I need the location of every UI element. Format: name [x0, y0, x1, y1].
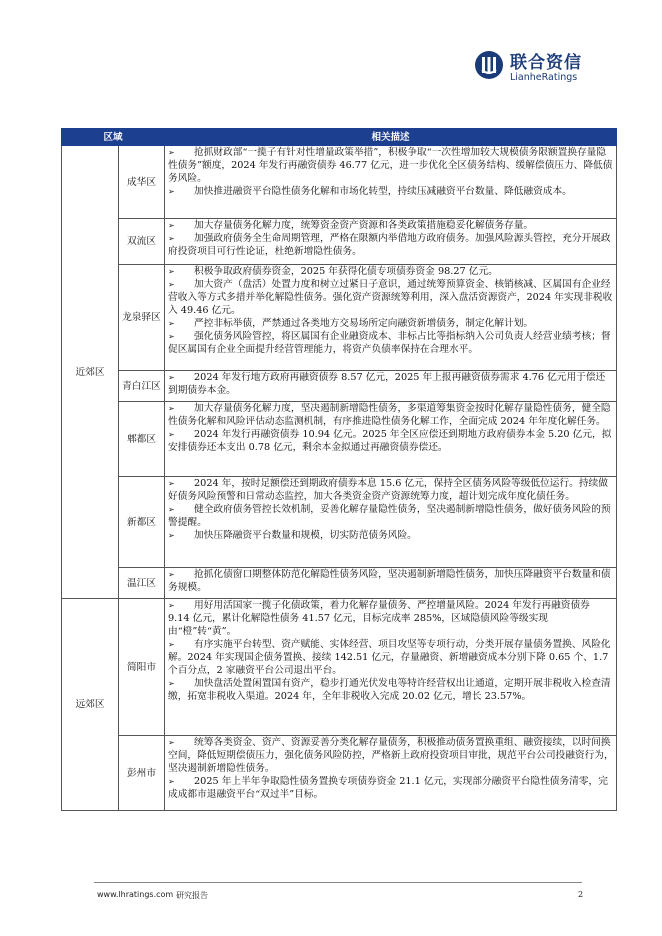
table-row: [62, 219, 617, 265]
bullet-line: ➢ 积极争取政府债券资金，2025 年获得化债专项债券资金 98.27 亿元。: [168, 266, 498, 277]
arrow-bullet-icon: ➢: [168, 267, 175, 276]
bullet-line: ➢ 用好用活国家一揽子化债政策，着力化解存量债务、严控增量风险。2024 年发行再融资债券 9.14 亿元，累计化解隐性债务 41.57 亿元，目标完成率 285%，区域隐债风险等级实现由“橙”转“黄”。: [168, 600, 590, 637]
district-cell: 新都区: [119, 477, 165, 568]
arrow-bullet-icon: ➢: [168, 319, 175, 328]
bullet-line: ➢ 严控非标举债，严禁通过各类地方交易场所定向融资新增债务，制定化解计划。: [168, 318, 534, 329]
description-cell: [165, 219, 617, 265]
description-cell: [165, 146, 617, 219]
description-cell: [165, 736, 617, 811]
arrow-bullet-icon: ➢: [168, 404, 175, 413]
region-cell: 远郊区: [62, 599, 119, 811]
bullet-line: ➢ 加大资产（盘活）处置力度和树立过紧日子意识，通过统筹预算资金、核销核减、区属国有企业经营收入等方式多措并举化解隐性债务。强化资产资源统筹利用，深入盘活资源资产，2024 年实现非税收入 49.46 亿元。: [168, 279, 613, 316]
arrow-bullet-icon: ➢: [168, 187, 175, 196]
footer-divider: [94, 882, 582, 883]
arrow-bullet-icon: ➢: [168, 738, 175, 747]
bullet-line: ➢ 2025 年上半年争取隐性债务置换专项债券资金 21.1 亿元，实现部分融资平台隐性债务清零，完成成都市退融资平台“双过半”目标。: [168, 776, 608, 800]
bullet-line: ➢ 加快推进融资平台隐性债务化解和市场化转型，持续压减融资平台数量、降低融资成本。: [168, 186, 572, 197]
arrow-bullet-icon: ➢: [168, 148, 175, 157]
district-cell: 温江区: [119, 568, 165, 599]
arrow-bullet-icon: ➢: [168, 570, 175, 579]
table-row: [62, 568, 617, 599]
footer-report-type: 研究报告: [176, 891, 208, 900]
lianhe-logo-icon: [474, 50, 504, 80]
arrow-bullet-icon: ➢: [168, 531, 175, 540]
arrow-bullet-icon: ➢: [168, 430, 175, 439]
bullet-line: ➢ 有序实施平台转型、资产赋能、实体经营、项目攻坚等专项行动，分类开展存量债务置换、风险化解。2024 年实现国企债务置换、接续 142.51 亿元，存量融资、新增融资成本分别下降 0.65 个、1.7 个百分点，2 家融资平台公司退出平台。: [168, 639, 611, 676]
bullet-line: ➢ 2024 年，按时足额偿还到期政府债券本息 15.6 亿元，保持全区债务风险等级低位运行。持续做好债务风险预警和日常动态监控，加大各类资金资产资源统筹力度，超计划完成年度化债任务。: [168, 478, 608, 502]
arrow-bullet-icon: ➢: [168, 640, 175, 649]
bullet-line: ➢ 2024 年发行地方政府再融资债券 8.57 亿元，2025 年上报再融资债券需求 4.76 亿元用于偿还到期债券本金。: [168, 372, 606, 396]
bullet-line: ➢ 强化债务风险管控，将区属国有企业融资成本、非标占比等指标纳入公司负责人经营业绩考核；督促区属国有企业全面提升经营管理能力，将资产负债率保持在合理水平。: [168, 331, 611, 355]
district-cell: 成华区: [119, 146, 165, 219]
bullet-line: ➢ 健全政府债务管控长效机制，妥善化解存量隐性债务，坚决遏制新增隐性债务，做好债务风险的预警提醒。: [168, 504, 611, 528]
district-cell: 青白江区: [119, 371, 165, 402]
bullet-line: ➢ 加强政府债务全生命周期管理，严格在限额内举借地方政府债务。加强风险源头管控，充分开展政府投资项目可行性论证，杜绝新增隐性债务。: [168, 233, 611, 257]
table-row: [62, 146, 617, 219]
arrow-bullet-icon: ➢: [168, 332, 175, 341]
bullet-line: ➢ 统筹各类资金、资产、资源妥善分类化解存量债务，积极推动债务置换重组、融资接续，以时间换空间，降低短期偿债压力，强化债务风险防控，严格新上政府投资项目审批，规范平台公司投融资行为，坚决遏制新增隐性债务。: [168, 737, 614, 774]
header-region: 区域: [62, 129, 165, 146]
district-cell: 彭州市: [119, 736, 165, 811]
description-cell: [165, 568, 617, 599]
table-header-row: [62, 129, 617, 146]
region-cell: 近郊区: [62, 146, 119, 599]
arrow-bullet-icon: ➢: [168, 479, 175, 488]
district-cell: 简阳市: [119, 599, 165, 736]
description-cell: [165, 265, 617, 371]
footer-website: www.lhratings.com: [97, 890, 174, 899]
header-description: 相关描述: [165, 129, 617, 146]
district-cell: 龙泉驿区: [119, 265, 165, 371]
arrow-bullet-icon: ➢: [168, 679, 175, 688]
logo-english-name: LianheRatings: [510, 72, 578, 83]
description-cell: [165, 371, 617, 402]
bullet-line: ➢ 2024 年发行再融资债券 10.94 亿元。2025 年全区应偿还到期地方政府债券本金 5.20 亿元，拟安排债券还本支出 0.78 亿元，剩余本金拟通过再融资债券偿还。: [168, 429, 612, 453]
arrow-bullet-icon: ➢: [168, 777, 175, 786]
table-row: [62, 402, 617, 477]
table-row: [62, 265, 617, 371]
description-cell: [165, 477, 617, 568]
description-cell: [165, 599, 617, 736]
district-cell: 双流区: [119, 219, 165, 265]
district-cell: 郫都区: [119, 402, 165, 477]
arrow-bullet-icon: ➢: [168, 234, 175, 243]
arrow-bullet-icon: ➢: [168, 280, 175, 289]
table-row: [62, 599, 617, 736]
arrow-bullet-icon: ➢: [168, 601, 175, 610]
bullet-line: ➢ 加快盘活处置闲置国有资产，稳步打通光伏发电等特许经营权出让通道，定期开展非税收入检查清缴，拓宽非税收入渠道。2024 年，全年非税收入完成 20.02 亿元，增长 23.57%。: [168, 678, 611, 702]
page-number: 2: [578, 890, 584, 899]
bullet-line: ➢ 抢抓化债窗口期整体防范化解隐性债务风险，坚决遏制新增隐性债务，加快压降融资平台数量和债务规模。: [168, 569, 611, 593]
bullet-line: ➢ 抢抓财政部“一揽子有针对性增量政策举措”，积极争取“一次性增加较大规模债务限额置换存量隐性债务”额度，2024 年发行再融资债券 46.77 亿元，进一步优化全区债务结构、缓解偿债压力、降低债务风险。: [168, 147, 613, 184]
bullet-line: ➢ 加快压降融资平台数量和规模，切实防范债务风险。: [168, 530, 417, 541]
bullet-line: ➢ 加大存量债务化解力度，统筹资金资产资源和各类政策措施稳妥化解债务存量。: [168, 220, 534, 231]
logo-chinese-name: 联合资信: [510, 53, 582, 73]
lianhe-logo: [474, 50, 614, 90]
arrow-bullet-icon: ➢: [168, 505, 175, 514]
arrow-bullet-icon: ➢: [168, 221, 175, 230]
bullet-line: ➢ 加大存量债务化解力度，坚决遏制新增隐性债务，多渠道筹集资金按时化解存量隐性债务，健全隐性债务化解和风险评估动态监测机制，有序推进隐性债务化解工作，全面完成 2024 年年度化解任务。: [168, 403, 611, 427]
table-row: [62, 371, 617, 402]
description-cell: [165, 402, 617, 477]
arrow-bullet-icon: ➢: [168, 373, 175, 382]
table-row: [62, 477, 617, 568]
table-row: [62, 736, 617, 811]
debt-resolution-table: [61, 128, 617, 811]
